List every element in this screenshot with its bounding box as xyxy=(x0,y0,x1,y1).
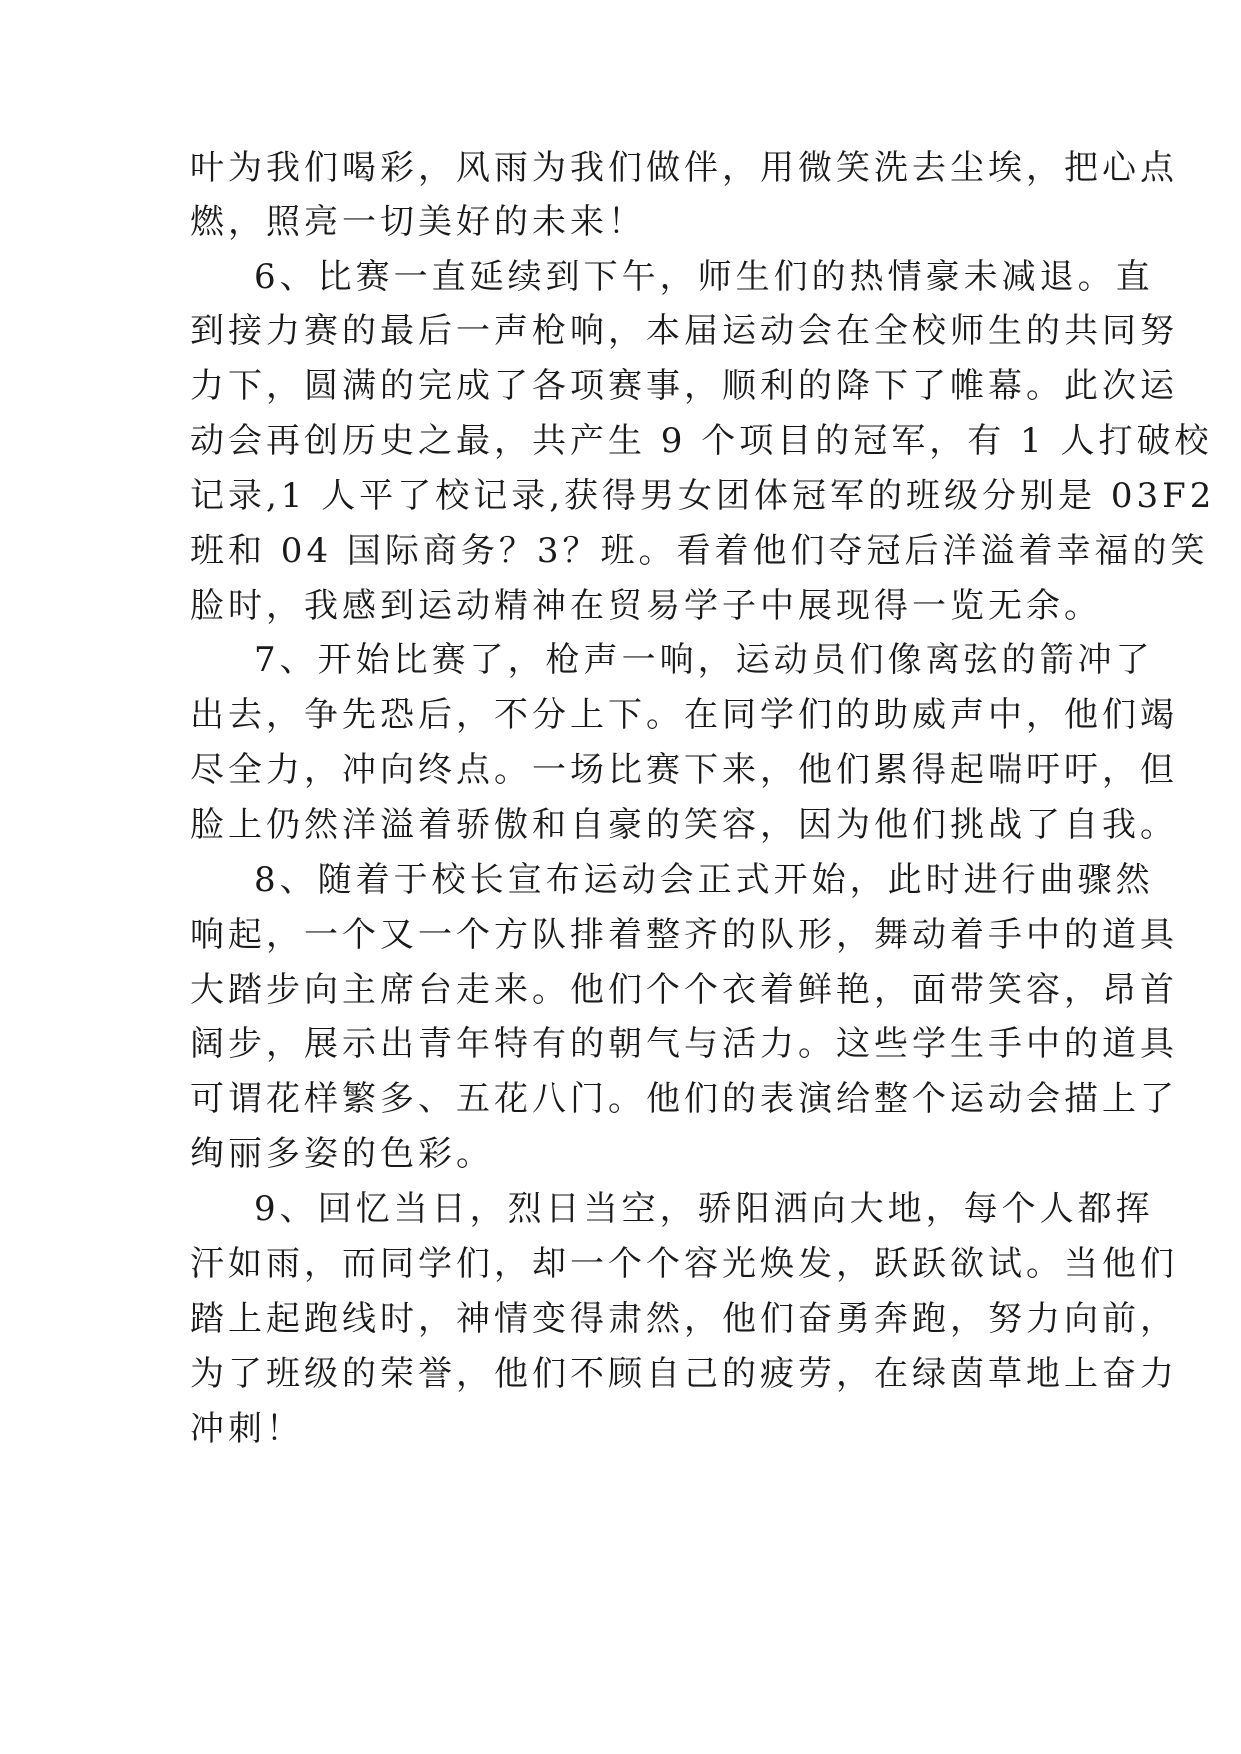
text-line: 响起，一个又一个方队排着整齐的队形，舞动着手中的道具 xyxy=(190,915,1178,955)
paragraph-8-start: 8、随着于校长宣布运动会正式开始，此时进行曲骤然 xyxy=(254,860,1154,900)
text-line: 出去，争先恐后，不分上下。在同学们的助威声中，他们竭 xyxy=(190,695,1178,735)
text-line: 阔步，展示出青年特有的朝气与活力。这些学生手中的道具 xyxy=(190,1024,1178,1064)
paragraph-9-start: 9、回忆当日，烈日当空，骄阳洒向大地，每个人都挥 xyxy=(254,1189,1154,1229)
text-line: 踏上起跑线时，神情变得肃然，他们奋勇奔跑，努力向前， xyxy=(190,1299,1178,1339)
text-line: 绚丽多姿的色彩。 xyxy=(190,1134,494,1174)
text-line: 动会再创历史之最，共产生 9 个项目的冠军，有 1 人打破校 xyxy=(190,421,1213,461)
text-line: 为了班级的荣誉，他们不顾自己的疲劳，在绿茵草地上奋力 xyxy=(190,1354,1178,1394)
text-line: 到接力赛的最后一声枪响，本届运动会在全校师生的共同努 xyxy=(190,311,1178,351)
text-line: 班和 04 国际商务？3？班。看着他们夺冠后洋溢着幸福的笑 xyxy=(190,531,1209,571)
text-line: 冲刺！ xyxy=(190,1409,304,1449)
paragraph-6-start: 6、比赛一直延续到下午，师生们的热情豪未减退。直 xyxy=(254,257,1154,297)
text-line: 尽全力，冲向终点。一场比赛下来，他们累得起喘吁吁，但 xyxy=(190,750,1178,790)
text-line: 叶为我们喝彩，风雨为我们做伴，用微笑洗去尘埃，把心点 xyxy=(190,148,1178,188)
text-line: 记录,1 人平了校记录,获得男女团体冠军的班级分别是 03F2 xyxy=(190,476,1216,516)
text-line: 燃，照亮一切美好的未来！ xyxy=(190,202,646,242)
text-line: 大踏步向主席台走来。他们个个衣着鲜艳，面带笑容，昂首 xyxy=(190,970,1178,1010)
text-line: 汗如雨，而同学们，却一个个容光焕发，跃跃欲试。当他们 xyxy=(190,1244,1178,1284)
text-line: 力下，圆满的完成了各项赛事，顺利的降下了帷幕。此次运 xyxy=(190,366,1178,406)
text-line: 脸时，我感到运动精神在贸易学子中展现得一览无余。 xyxy=(190,586,1102,626)
text-line: 可谓花样繁多、五花八门。他们的表演给整个运动会描上了 xyxy=(190,1079,1178,1119)
paragraph-7-start: 7、开始比赛了，枪声一响，运动员们像离弦的箭冲了 xyxy=(254,640,1154,680)
text-line: 脸上仍然洋溢着骄傲和自豪的笑容，因为他们挑战了自我。 xyxy=(190,805,1178,845)
